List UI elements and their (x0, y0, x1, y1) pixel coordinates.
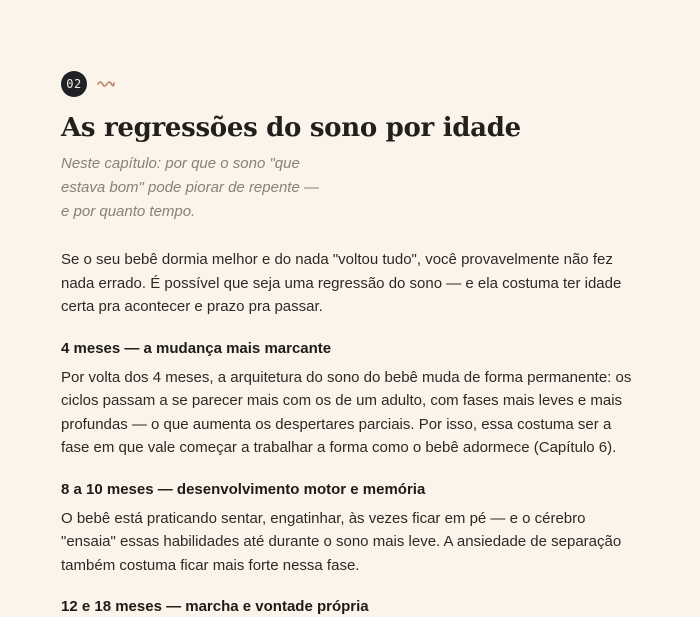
intro-paragraph: Se o seu bebê dormia melhor e do nada "voltou tudo", você provavelmente não fez nada errado. É possível que seja uma regressão do sono — e ela costuma ter idade certa pra acontecer e prazo pra passar. (61, 251, 622, 315)
section-heading-8-10-months: 8 a 10 meses — desenvolvimento motor e memória (61, 480, 426, 498)
chapter-marker (61, 70, 641, 98)
chapter-title: As regressões do sono por idade (61, 113, 521, 143)
section-heading-4-months: 4 meses — a mudança mais marcante (61, 339, 332, 357)
section-body-8-10-months: O bebê está praticando sentar, engatinhar, às vezes ficar em pé — e o cérebro "ensaia" essas habilidades até durante o sono mais leve. A ansiedade de separação também costuma ficar mais forte nessa fase. (61, 509, 622, 574)
squiggle-icon (97, 79, 115, 89)
section-heading-12-18-months: 12 e 18 meses — marcha e vontade própria (61, 598, 369, 615)
chapter-number-badge: 02 (61, 71, 87, 97)
section-body-4-months: Por volta dos 4 meses, a arquitetura do sono do bebê muda de forma permanente: os ciclos passam a se parecer mais com os de um adulto, com fases mais leves e mais profundas — o que aumenta os despertares parciais. Por isso, essa costuma ser a fase em que vale começar a trabalhar a forma como o bebê adormece (Capítulo 6). (61, 368, 632, 456)
chapter-content (61, 70, 641, 617)
chapter-subtitle: Neste capítulo: por que o sono "que estava bom" pode piorar de repente — e por quanto tempo. (61, 155, 319, 220)
